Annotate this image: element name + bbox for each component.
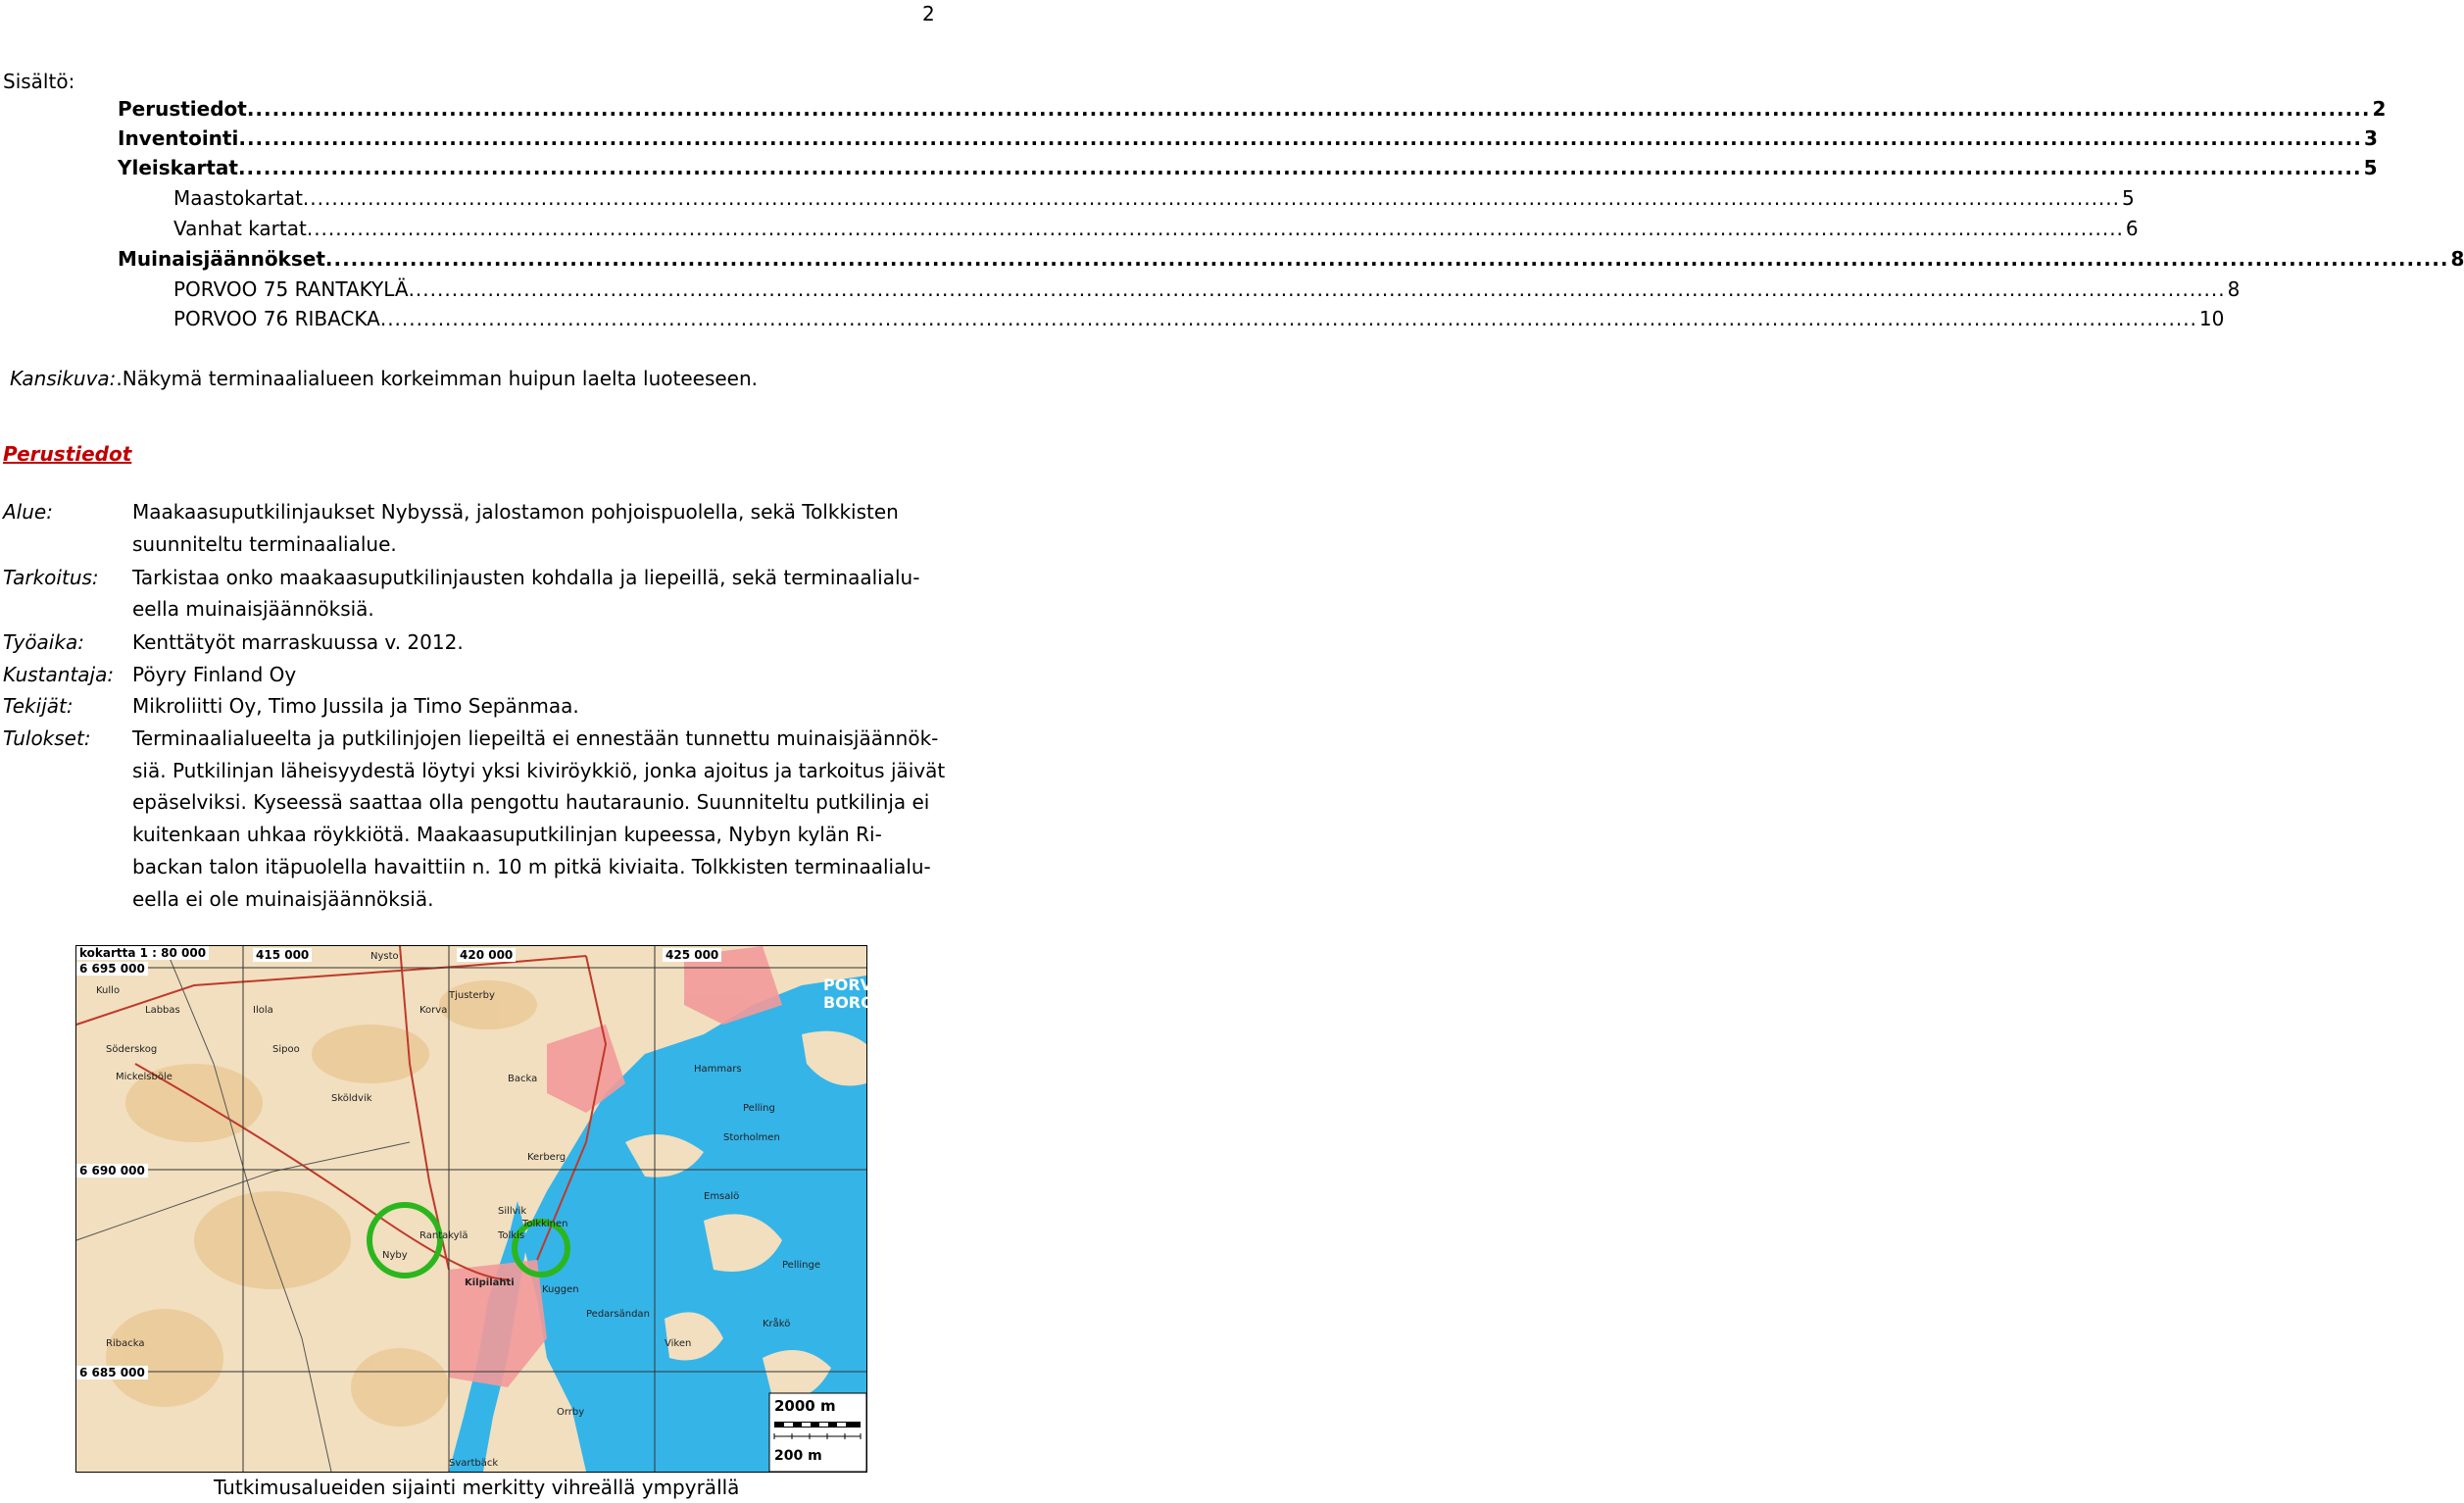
- map-place-label: Viken: [665, 1338, 692, 1349]
- toc-entry[interactable]: [118, 247, 2464, 275]
- field-value-line: Pöyry Finland Oy: [132, 663, 297, 686]
- toc-entry[interactable]: [173, 307, 2225, 334]
- toc-entry[interactable]: [118, 97, 2387, 125]
- toc-leader-dots: [247, 97, 2371, 121]
- toc-entry-page: 8: [2227, 277, 2241, 301]
- field-value-line: siä. Putkilinjan läheisyydestä löytyi yksi kiviröykkiö, jonka ajoitus ja tarkoitus jäivät: [132, 759, 946, 782]
- map-place-label: Svartbäck: [449, 1458, 499, 1469]
- map-place-label: Kuggen: [542, 1284, 579, 1295]
- toc-leader-dots: [303, 186, 2120, 210]
- map-place-label: Korva: [419, 1005, 448, 1016]
- map-place-label: Sipoo: [272, 1044, 300, 1055]
- toc-leader-dots: [325, 247, 2449, 271]
- map-coord: 420 000: [457, 948, 516, 962]
- map-place-label: Emsalö: [704, 1191, 740, 1202]
- toc-entry-page: 2: [2372, 97, 2387, 121]
- map-place-label: Orrby: [557, 1407, 585, 1418]
- cover-label: Kansikuva:: [10, 367, 117, 390]
- toc-leader-dots: [380, 307, 2197, 330]
- toc-entry-label: Inventointi: [118, 126, 239, 150]
- map-place-label: Nyby: [382, 1250, 408, 1261]
- map-place-label: Backa: [508, 1074, 538, 1084]
- map-coord: 415 000: [253, 948, 312, 962]
- toc-entry[interactable]: [118, 126, 2378, 154]
- toc-entry[interactable]: [118, 156, 2378, 183]
- field-label-tulokset: Tulokset:: [3, 726, 91, 750]
- field-value-line: epäselviksi. Kyseessä saattaa olla pengottu hautaraunio. Suunniteltu putkilinja ei: [132, 790, 930, 814]
- toc-entry-page: 5: [2363, 156, 2378, 179]
- field-value-line: Tarkistaa onko maakaasuputkilinjausten kohdalla ja liepeillä, sekä terminaalialu-: [132, 566, 920, 589]
- toc-entry-label: PORVOO 76 RIBACKA: [173, 307, 380, 330]
- map-town-label: PORV: [823, 976, 873, 994]
- field-value-line: Kenttätyöt marraskuussa v. 2012.: [132, 630, 464, 654]
- topographic-map: [75, 945, 874, 1473]
- scalebar-big-label: 2000 m: [774, 1397, 836, 1415]
- toc-entry[interactable]: [173, 217, 2139, 244]
- field-value-line: Terminaalialueelta ja putkilinjojen liepeiltä ei ennestään tunnettu muinaisjäännök-: [132, 726, 939, 750]
- map-place-label: Tolkis: [498, 1230, 525, 1241]
- map-place-label: Tolkkinen: [522, 1219, 568, 1229]
- map-place-label: Mickelsböle: [116, 1072, 172, 1082]
- map-place-label: Pelling: [743, 1103, 775, 1114]
- map-place-label: Söderskog: [106, 1044, 158, 1055]
- map-coord: 6 690 000: [76, 1164, 148, 1177]
- toc-entry-page: 3: [2363, 126, 2378, 150]
- map-place-label: Kråkö: [763, 1319, 791, 1329]
- field-label-kustantaja: Kustantaja:: [3, 663, 115, 686]
- page-number: 2: [922, 2, 935, 25]
- scalebar-small-label: 200 m: [774, 1448, 822, 1464]
- field-value-line: kuitenkaan uhkaa röykkiötä. Maakaasuputkilinjan kupeessa, Nybyn kylän Ri-: [132, 823, 882, 846]
- toc-entry-label: Muinaisjäännökset: [118, 247, 325, 271]
- map-place-label: Sköldvik: [331, 1093, 372, 1104]
- map-town-label: BORG: [823, 993, 874, 1012]
- toc-leader-dots: [238, 156, 2362, 179]
- map-place-label: Labbas: [145, 1005, 180, 1016]
- field-label-tarkoitus: Tarkoitus:: [3, 566, 99, 589]
- toc-entry-page: 10: [2198, 307, 2225, 330]
- map-graphic: [76, 946, 866, 1472]
- map-coord: 6 685 000: [76, 1366, 148, 1379]
- field-value-line: eella ei ole muinaisjäännöksiä.: [132, 887, 434, 911]
- field-value-line: backan talon itäpuolella havaittiin n. 10 m pitkä kiviaita. Tolkkisten terminaalialu-: [132, 855, 931, 878]
- field-label-alue: Alue:: [3, 500, 53, 524]
- field-label-tyoaika: Työaika:: [3, 630, 84, 654]
- toc-entry-label: Vanhat kartat: [173, 217, 307, 240]
- toc-leader-dots: [409, 277, 2226, 301]
- toc-leader-dots: [238, 126, 2362, 150]
- map-place-label: Kullo: [96, 985, 121, 996]
- map-place-label: Kilpilahti: [465, 1278, 515, 1288]
- field-value-line: Mikroliitti Oy, Timo Jussila ja Timo Sepänmaa.: [132, 694, 579, 718]
- map-place-label: Tjusterby: [449, 990, 495, 1001]
- map-place-label: Kerberg: [527, 1152, 567, 1163]
- toc-entry[interactable]: [173, 186, 2135, 214]
- toc-entry[interactable]: [173, 277, 2241, 305]
- map-place-label: Ribacka: [106, 1338, 145, 1349]
- toc-entry-label: Yleiskartat: [118, 156, 238, 179]
- map-place-label: Rantakylä: [419, 1230, 468, 1241]
- toc-leader-dots: [307, 217, 2124, 240]
- cover-caption: [10, 367, 758, 390]
- map-place-label: Pellinge: [782, 1260, 820, 1271]
- map-place-label: Storholmen: [723, 1132, 780, 1143]
- section-title: Perustiedot: [3, 442, 132, 466]
- map-coord: 425 000: [663, 948, 721, 962]
- map-place-label: Ilola: [253, 1005, 273, 1016]
- toc-entry-page: 5: [2122, 186, 2135, 210]
- toc-entry-label: Maastokartat: [173, 186, 303, 210]
- map-coord: 6 695 000: [76, 962, 148, 976]
- toc-heading: Sisältö:: [3, 70, 75, 93]
- map-scale-label: kokartta 1 : 80 000: [76, 946, 209, 960]
- field-value-line: Maakaasuputkilinjaukset Nybyssä, jalostamon pohjoispuolella, sekä Tolkkisten: [132, 500, 899, 524]
- map-place-label: Sillvik: [498, 1206, 527, 1217]
- toc-entry-label: PORVOO 75 RANTAKYLÄ: [173, 277, 409, 301]
- map-place-label: Nysto: [370, 951, 399, 962]
- field-label-tekijat: Tekijät:: [3, 694, 74, 718]
- map-place-label: Pedarsändan: [586, 1309, 650, 1320]
- toc-entry-page: 6: [2125, 217, 2139, 240]
- toc-entry-page: 8: [2450, 247, 2464, 271]
- field-value-line: suunniteltu terminaalialue.: [132, 532, 397, 556]
- map-place-label: Hammars: [694, 1064, 742, 1075]
- cover-text: .Näkymä terminaalialueen korkeimman huipun laelta luoteeseen.: [116, 367, 759, 390]
- toc-entry-label: Perustiedot: [118, 97, 247, 121]
- field-value-line: eella muinaisjäännöksiä.: [132, 597, 374, 621]
- map-caption: Tutkimusalueiden sijainti merkitty vihreällä ympyrällä: [214, 1476, 740, 1499]
